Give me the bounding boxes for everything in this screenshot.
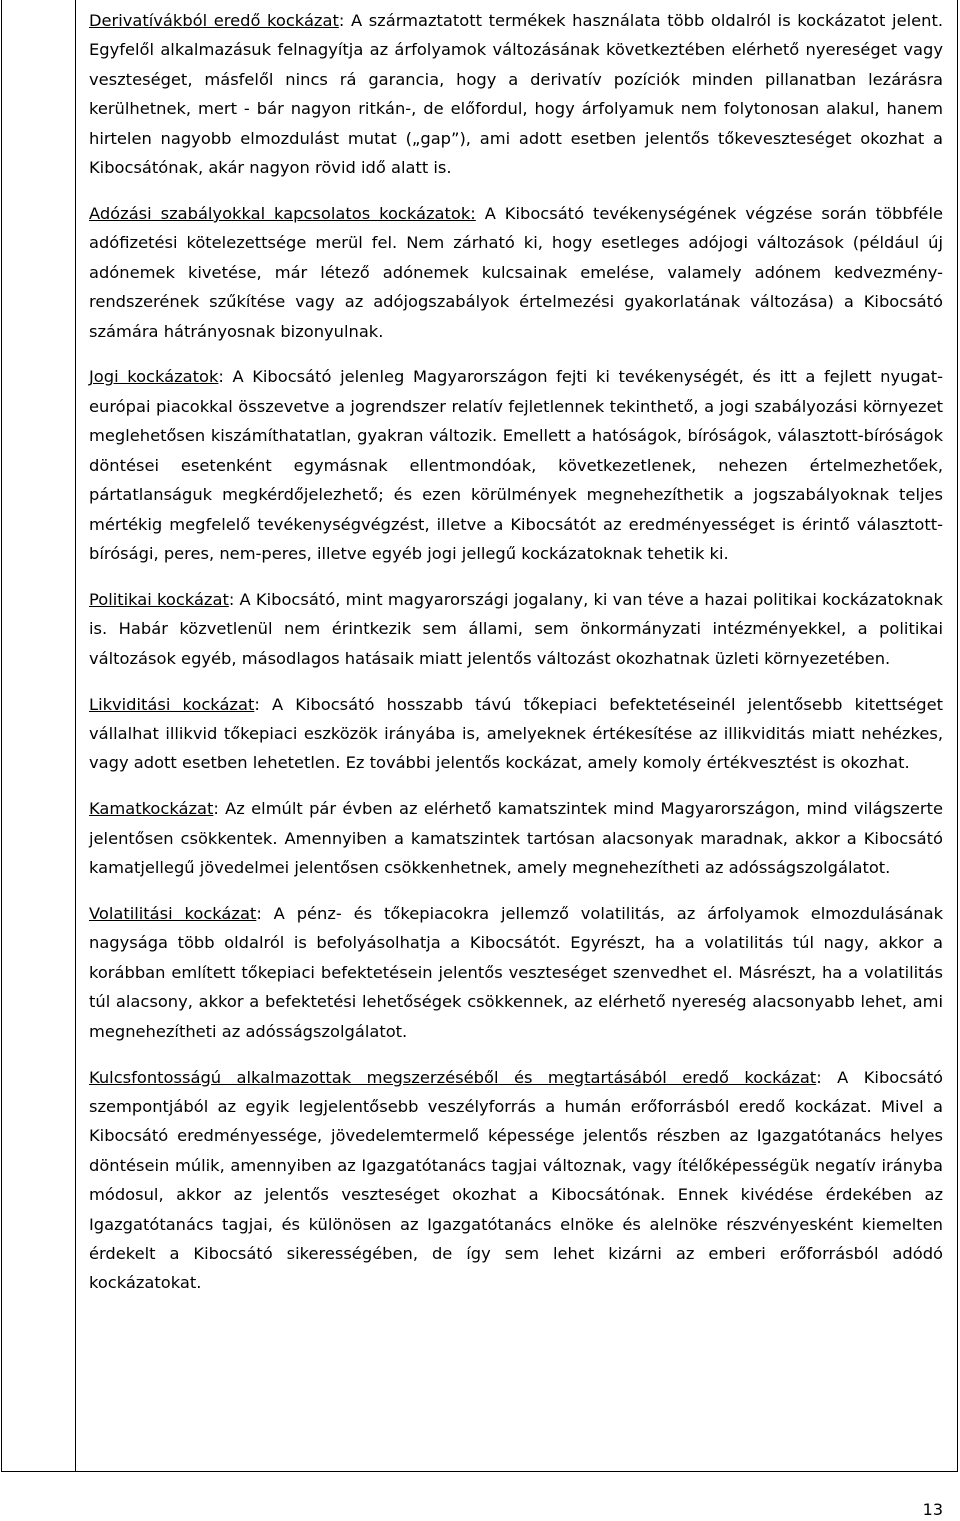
paragraph-heading: Kulcsfontosságú alkalmazottak megszerzéséből és megtartásából eredő kockázat [89,1067,817,1087]
paragraph-text: A Kibocsátó tevékenységének végzése során többféle adófizetési kötelezettsége merül fel. Nem zárható ki, hogy esetleges adójogi változások (például új adónemek kivetése, már létező adónemek kulcsainak emelése, valamely adónem kedvezmény-rendszerének szűkítése vagy az adójogszabályok értelmezési gyakorlatának változása) a Kibocsátó számára hátrányosnak bizonyulnak. [89,203,943,341]
paragraph-interest-rate-risk [89,794,943,882]
paragraph-legal-risk [89,362,943,568]
paragraph-heading: Politikai kockázat [89,589,229,609]
left-margin-column-rule [75,0,76,1472]
paragraph-heading: Derivatívákból eredő kockázat [89,11,339,30]
paragraph-liquidity-risk [89,690,943,778]
paragraph-volatility-risk [89,899,943,1046]
paragraph-derivative-risk [89,6,943,182]
paragraph-heading: Jogi kockázatok [89,367,219,387]
paragraph-heading: Likviditási kockázat [89,694,255,714]
paragraph-text: : Az elmúlt pár évben az elérhető kamatszintek mind Magyarországon, mind világszerte jelentősen csökkentek. Amennyiben a kamatszintek tartósan alacsonyak maradnak, akkor a Kibocsátó kamatjellegű jövedelmei jelentősen csökkenhetnek, amely megnehezítheti az adósságszolgálatot. [89,799,943,878]
paragraph-text: : A pénz- és tőkepiacokra jellemző volatilitás, az árfolyamok elmozdulásának nagysága több oldalról is befolyásolhatja a Kibocsátót. Egyrészt, ha a volatilitás túl nagy, akkor a korábban említett tőkepiaci befektetésein jelentős veszteséget szenvedhet el. Másrészt, ha a volatilitás túl alacsony, akkor a befektetési lehetőségek csökkennek, az elérhető nyereség alacsonyabb lehet, ami megnehezítheti az adósságszolgálatot. [89,903,943,1041]
paragraph-heading: Volatilitási kockázat [89,903,257,923]
paragraph-text: : A Kibocsátó, mint magyarországi jogalany, ki van téve a hazai politikai kockázatoknak is. Habár közvetlenül nem érintkezik sem állami, sem önkormányzati intézményekkel, a politikai változások egyéb, másodlagos hatásaik miatt jelentős változást okozhatnak üzleti környezetében. [89,589,943,668]
paragraph-tax-risk [89,199,943,346]
paragraph-text: : A Kibocsátó jelenleg Magyarországon fejti ki tevékenységét, és itt a fejlett nyugat-európai piacokkal összevetve a jogrendszer relatív fejletlennek tekinthető, a jogi szabályozási környezet meglehetősen kiszámíthatatlan, gyakran változik. Emellett a hatóságok, bíróságok, választott-bíróságok döntései esetenként egymásnak ellentmondóak, következetlenek, nehezen értelmezhetőek, pártatlanságuk megkérdőjelezhető; és ezen körülmények megnehezíthetik a jogszabályoknak teljes mértékig megfelelő tevékenységvégzést, illetve a Kibocsátót az eredményességet is érintő választott-bírósági, peres, nem-peres, illetve egyéb jogi jellegű kockázatoknak tehetik ki. [89,367,943,563]
paragraph-political-risk [89,585,943,673]
paragraph-key-personnel-risk [89,1063,943,1298]
paragraph-heading: Adózási szabályokkal kapcsolatos kockázatok: [89,203,476,223]
page-number: 13 [922,1500,943,1519]
paragraph-text: : A Kibocsátó hosszabb távú tőkepiaci befektetéseinél jelentősebb kitettséget vállalhat illikvid tőkepiaci eszközök irányába is, amelyeknek értékesítése az illikviditás miatt nehézkes, vagy adott esetben lehetetlen. Ez további jelentős kockázat, amely komoly értékvesztést is okozhat. [89,694,943,773]
paragraph-text: : A származtatott termékek használata több oldalról is kockázatot jelent. Egyfelől alkalmazásuk felnagyítja az árfolyamok változásának következtében elérhető nyereséget vagy veszteséget, másfelől nincs rá garancia, hogy a derivatív pozíciók minden pillanatban lezárásra kerülhetnek, mert - bár nagyon ritkán-, de előfordul, hogy árfolyamuk nem folytonosan alakul, hanem hirtelen nagyobb elmozdulást mutat („gap”), ami adott esetben jelentős tőkeveszteséget okozhat a Kibocsátónak, akár nagyon rövid idő alatt is. [89,11,943,178]
paragraph-text: : A Kibocsátó szempontjából az egyik legjelentősebb veszélyforrás a humán erőforrásból eredő kockázat. Mivel a Kibocsátó eredményessége, jövedelemtermelő képessége jelentős részben az Igazgatótanács helyes döntésein múlik, amennyiben az Igazgatótanács tagjai változnak, vagy ítélőképességük negatív irányba módosul, akkor az jelentős veszteséget okozhat a Kibocsátónak. Ennek kivédése érdekében az Igazgatótanács tagjai, és különösen az Igazgatótanács elnöke és alelnöke részvényesként kiemelten érdekelt a Kibocsátó sikerességében, de így sem lehet kizárni az emberi erőforrásból adódó kockázatokat. [89,1067,943,1293]
paragraph-heading: Kamatkockázat [89,799,214,819]
document-body [89,6,943,1314]
